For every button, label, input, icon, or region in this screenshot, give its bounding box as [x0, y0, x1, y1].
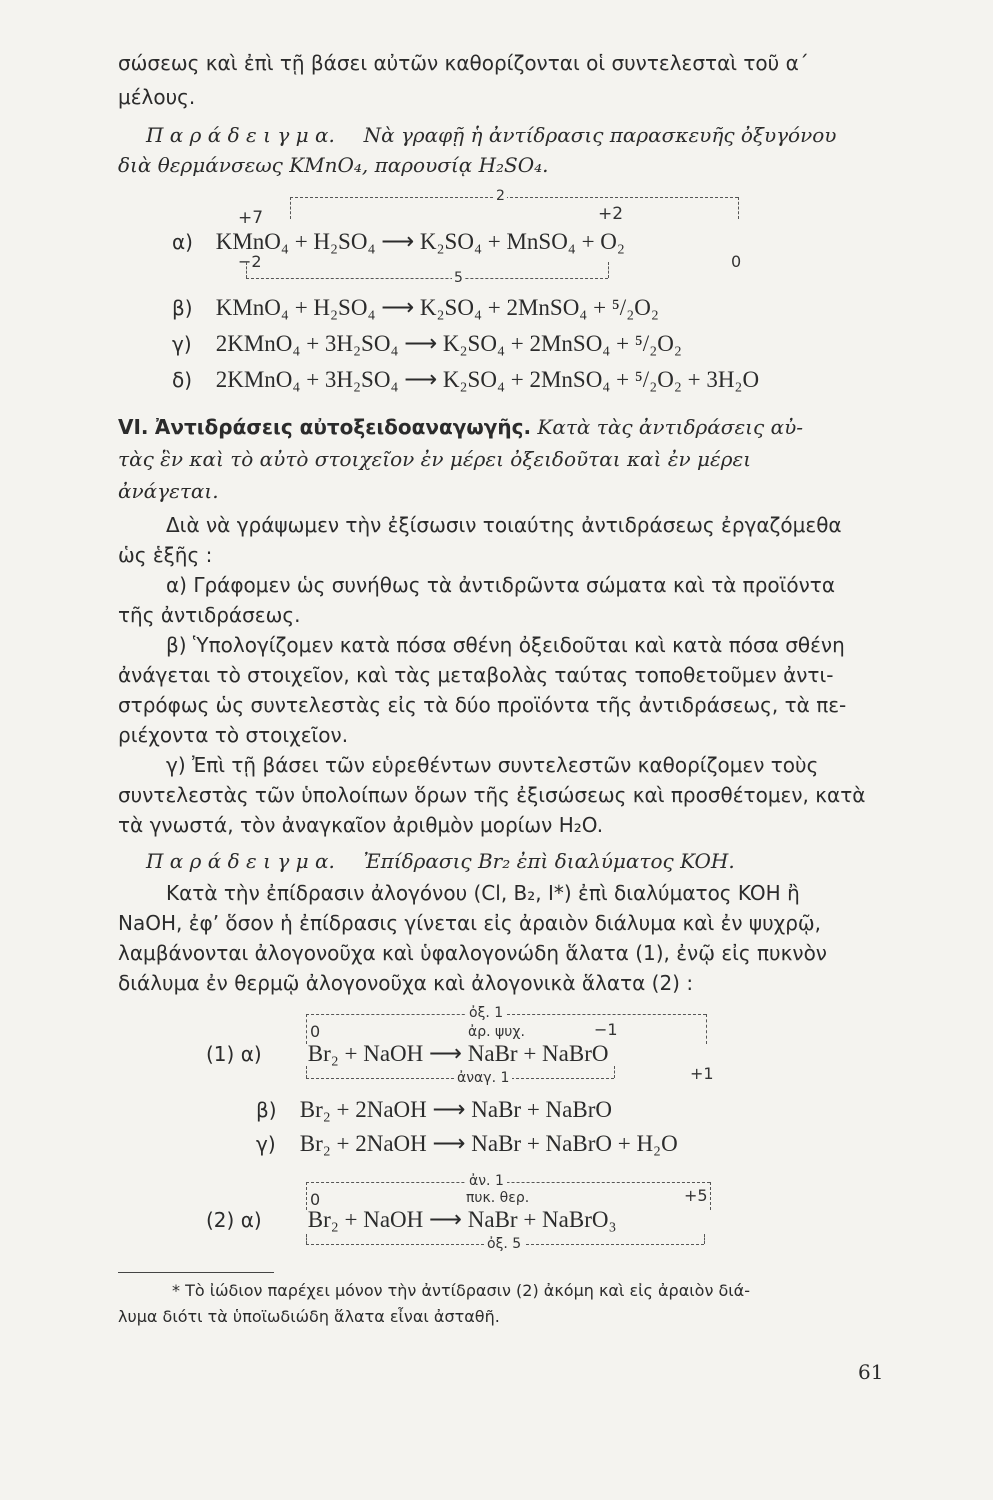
example2-line-1: Κατὰ τὴν ἐπίδρασιν ἀλογόνου (Cl, B₂, I*) ἐπὶ διαλύματος KOH ἢ — [166, 881, 800, 905]
example2-heading-line — [146, 848, 735, 874]
eq-2-1a — [206, 1040, 608, 1068]
bracket-top-right-tick — [738, 197, 739, 219]
pb-line-4: ριέχοντα τὸ στοιχεῖον. — [118, 723, 349, 747]
pb-line-2: ἀνάγεται τὸ στοιχεῖον, καὶ τὰς μεταβολὰς ταύτας τοποθετοῦμεν ἀντι- — [118, 663, 834, 687]
pa-line-1: α) Γράφομεν ὡς συνήθως τὰ ἀντιδρῶντα σώματα καὶ τὰ προϊόντα — [166, 573, 836, 597]
ox-mn-left: +7 — [238, 208, 264, 228]
eq-1g — [172, 330, 682, 358]
r1-ox-left: 0 — [310, 1022, 321, 1041]
eq-2-1b — [256, 1096, 612, 1124]
example2-line-2: NaOH, ἐφ’ ὅσον ἡ ἐπίδρασις γίνεται εἰς ἀραιὸν διάλυμα καὶ ἐν ψυχρῷ, — [118, 911, 822, 935]
r1-bracket-bottom-right-tick — [614, 1066, 615, 1078]
eq-1d — [172, 366, 759, 394]
r1-cond: ἀρ. ψυχ. — [468, 1024, 525, 1040]
eq-2-1g-text: Br₂ + 2NaOH ⟶ NaBr + NaBrO + H₂O — [299, 1131, 678, 1156]
eq-2-2a-label: (2) α) — [206, 1208, 262, 1232]
pc-line-3: τὰ γνωστά, τὸν ἀναγκαῖον ἀριθμὸν μορίων H₂O. — [118, 813, 604, 837]
intro-line-1: σώσεως καὶ ἐπὶ τῇ βάσει αὐτῶν καθορίζονται οἱ συντελεσταὶ τοῦ α΄ — [118, 51, 809, 75]
p1-line-2: ὡς ἑξῆς : — [118, 543, 213, 567]
eq-2-2a — [206, 1206, 617, 1234]
bracket-bottom-right-tick — [608, 262, 609, 278]
eq-1a-label: α) — [172, 230, 193, 254]
intro-line-2: μέλους. — [118, 85, 196, 109]
eq-2-1a-label: (1) α) — [206, 1042, 262, 1066]
pa-line-2: τῆς ἀντιδράσεως. — [118, 603, 301, 627]
r2-top-label: ἀν. 1 — [466, 1173, 507, 1189]
r2-bracket-bottom-left-tick — [306, 1234, 307, 1244]
section6-def-line-3: ἀνάγεται. — [118, 479, 219, 503]
page-number: 61 — [858, 1360, 884, 1384]
eq-2-1g-label: γ) — [256, 1132, 276, 1156]
p1-line-1: Διὰ νὰ γράψωμεν τὴν ἐξίσωσιν τοιαύτης ἀντιδράσεως ἐργαζόμεθα — [166, 513, 842, 537]
r1-bracket-top-right-tick — [706, 1014, 707, 1044]
ox-o-left: −2 — [238, 252, 262, 271]
section6-def-line-2: τὰς ἓν καὶ τὸ αὐτὸ στοιχεῖον ἐν μέρει ὀξειδοῦται καὶ ἐν μέρει — [118, 447, 752, 471]
eq-1g-label: γ) — [172, 332, 192, 356]
pb-line-3: στρόφως ὡς συντελεστὰς εἰς τὰ δύο προϊόντα τῆς ἀντιδράσεως, τὰ πε- — [118, 693, 847, 717]
eq-1b — [172, 294, 659, 322]
r1-bracket-bottom-left-tick — [306, 1066, 307, 1078]
footnote-line-2: λυμα διότι τὰ ὑποϊωδιώδη ἅλατα εἶναι ἀσταθῆ. — [118, 1307, 500, 1326]
example1-title: Νὰ γραφῇ ἡ ἀντίδρασις παρασκευῆς ὀξυγόνου — [363, 123, 837, 147]
bracket-top-line — [290, 197, 738, 198]
example1-heading: Π α ρ ά δ ε ι γ μ α. — [146, 123, 335, 147]
section6-number: VI. — [118, 415, 149, 439]
r2-bracket-bottom-right-tick — [704, 1234, 705, 1244]
section6-def-part1: Κατὰ τὰς ἀντιδράσεις αὐ- — [537, 415, 804, 439]
example2-line-3: λαμβάνονται ἀλογονοῦχα καὶ ὑφαλογονώδη ἅλατα (1), ἐνῷ εἰς πυκνὸν — [118, 941, 827, 965]
pb-line-1: β) Ὑπολογίζομεν κατὰ πόσα σθένη ὀξειδοῦται καὶ κατὰ πόσα σθένη — [166, 633, 845, 657]
eq-1d-label: δ) — [172, 368, 193, 392]
r2-cond: πυκ. θερ. — [466, 1190, 530, 1206]
ox-mn-right: +2 — [598, 204, 624, 224]
example1-heading-line — [146, 122, 836, 148]
eq-1g-text: 2KMnO₄ + 3H₂SO₄ ⟶ K₂SO₄ + 2MnSO₄ + ⁵/₂O₂ — [215, 331, 682, 356]
footnote-rule — [118, 1272, 274, 1273]
bracket-bottom-line — [246, 278, 608, 279]
ox-o-right: 0 — [731, 252, 742, 271]
eq-2-2a-text: Br₂ + NaOH ⟶ NaBr + NaBrO₃ — [307, 1207, 617, 1232]
r2-bracket-top-line — [306, 1182, 710, 1183]
r2-ox-p5: +5 — [684, 1186, 708, 1205]
eq-2-1b-label: β) — [256, 1098, 277, 1122]
example2-line-4: διάλυμα ἐν θερμῷ ἀλογονοῦχα καὶ ἀλογονικὰ ἅλατα (2) : — [118, 971, 694, 995]
bracket-bottom-left-tick — [246, 262, 247, 278]
r1-top-label: ὀξ. 1 — [466, 1005, 506, 1021]
eq-1a-text: KMnO₄ + H₂SO₄ ⟶ K₂SO₄ + MnSO₄ + O₂ — [215, 229, 625, 254]
eq-1b-text: KMnO₄ + H₂SO₄ ⟶ K₂SO₄ + 2MnSO₄ + ⁵/₂O₂ — [215, 295, 659, 320]
eq-2-1a-text: Br₂ + NaOH ⟶ NaBr + NaBrO — [307, 1041, 609, 1066]
eq-1d-text: 2KMnO₄ + 3H₂SO₄ ⟶ K₂SO₄ + 2MnSO₄ + ⁵/₂O₂ + 3H₂O — [215, 367, 760, 392]
bracket-bottom-label: 5 — [454, 270, 463, 286]
bracket-top-label: 2 — [496, 188, 505, 204]
example1-title-line-2: διὰ θερμάνσεως KMnO₄, παρουσίᾳ H₂SO₄. — [118, 153, 549, 177]
pc-line-1: γ) Ἐπὶ τῇ βάσει τῶν εὑρεθέντων συντελεστῶν καθορίζομεν τοὺς — [166, 753, 819, 777]
section6-title: Ἀντιδράσεις αὐτοξειδοαναγωγῆς. — [154, 415, 532, 439]
bracket-top-left-tick — [290, 197, 291, 219]
example2-heading: Π α ρ ά δ ε ι γ μ α. — [146, 849, 335, 873]
eq-2-1b-text: Br₂ + 2NaOH ⟶ NaBr + NaBrO — [299, 1097, 612, 1122]
r1-ox-p1: +1 — [690, 1064, 714, 1083]
pc-line-2: συντελεστὰς τῶν ὑπολοίπων ὅρων τῆς ἐξισώσεως καὶ προσθέτομεν, κατὰ — [118, 783, 866, 807]
r1-ox-m1: −1 — [594, 1020, 618, 1039]
section6-heading — [118, 414, 803, 440]
r1-bottom-label: ἀναγ. 1 — [454, 1070, 512, 1086]
example2-title: Ἐπίδρασις Br₂ ἐπὶ διαλύματος KOH. — [363, 849, 735, 873]
eq-1b-label: β) — [172, 296, 193, 320]
eq-2-1g — [256, 1130, 678, 1158]
r2-bottom-label: ὀξ. 5 — [484, 1236, 524, 1252]
r2-ox-left: 0 — [310, 1190, 321, 1209]
footnote-line-1: * Τὸ ἰώδιον παρέχει μόνον τὴν ἀντίδρασιν (2) ἀκόμη καὶ εἰς ἀραιὸν διά- — [172, 1281, 750, 1300]
r2-bracket-top-right-tick — [710, 1182, 711, 1210]
